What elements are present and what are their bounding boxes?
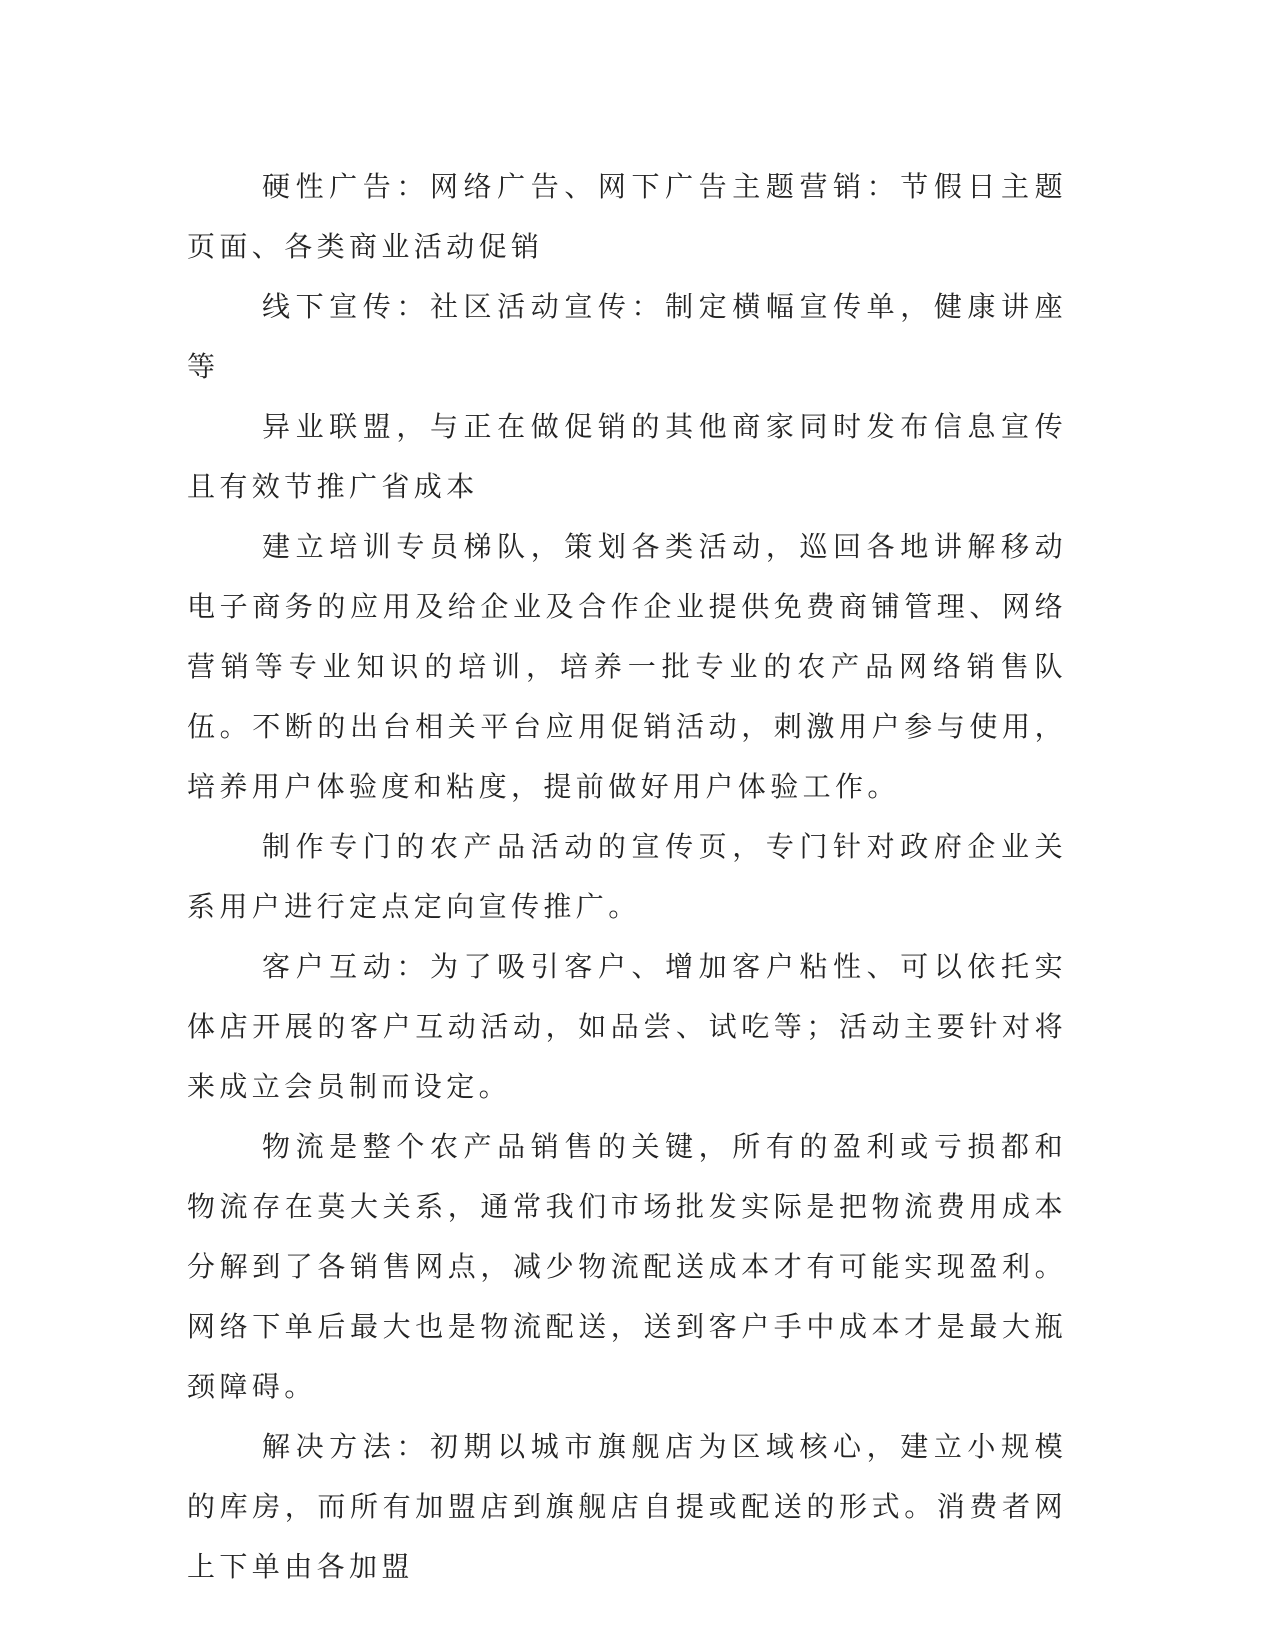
paragraph-logistics: 物流是整个农产品销售的关键，所有的盈利或亏损都和物流存在莫大关系，通常我们市场批发实际是把物流费用成本分解到了各销售网点，减少物流配送成本才有可能实现盈利。网络下单后最大也是物流配送，送到客户手中成本才是最大瓶颈障碍。 [187, 1130, 1067, 1403]
paragraph-hard-advertising: 硬性广告：网络广告、网下广告主题营销：节假日主题页面、各类商业活动促销 [187, 170, 1067, 263]
paragraph-training-team: 建立培训专员梯队，策划各类活动，巡回各地讲解移动电子商务的应用及给企业及合作企业提供免费商铺管理、网络营销等专业知识的培训，培养一批专业的农产品网络销售队伍。不断的出台相关平台应用促销活动，刺激用户参与使用，培养用户体验度和粘度，提前做好用户体验工作。 [187, 530, 1067, 803]
paragraph-cross-industry-alliance: 异业联盟，与正在做促销的其他商家同时发布信息宣传且有效节推广省成本 [187, 410, 1067, 503]
paragraph-customer-interaction: 客户互动：为了吸引客户、增加客户粘性、可以依托实体店开展的客户互动活动，如品尝、试吃等；活动主要针对将来成立会员制而设定。 [187, 950, 1067, 1103]
document-body [187, 157, 1067, 1597]
paragraph-offline-promotion: 线下宣传：社区活动宣传：制定横幅宣传单，健康讲座等 [187, 290, 1067, 383]
paragraph-promo-page: 制作专门的农产品活动的宣传页，专门针对政府企业关系用户进行定点定向宣传推广。 [187, 830, 1067, 923]
paragraph-solution: 解决方法：初期以城市旗舰店为区域核心，建立小规模的库房，而所有加盟店到旗舰店自提或配送的形式。消费者网上下单由各加盟 [187, 1430, 1067, 1583]
